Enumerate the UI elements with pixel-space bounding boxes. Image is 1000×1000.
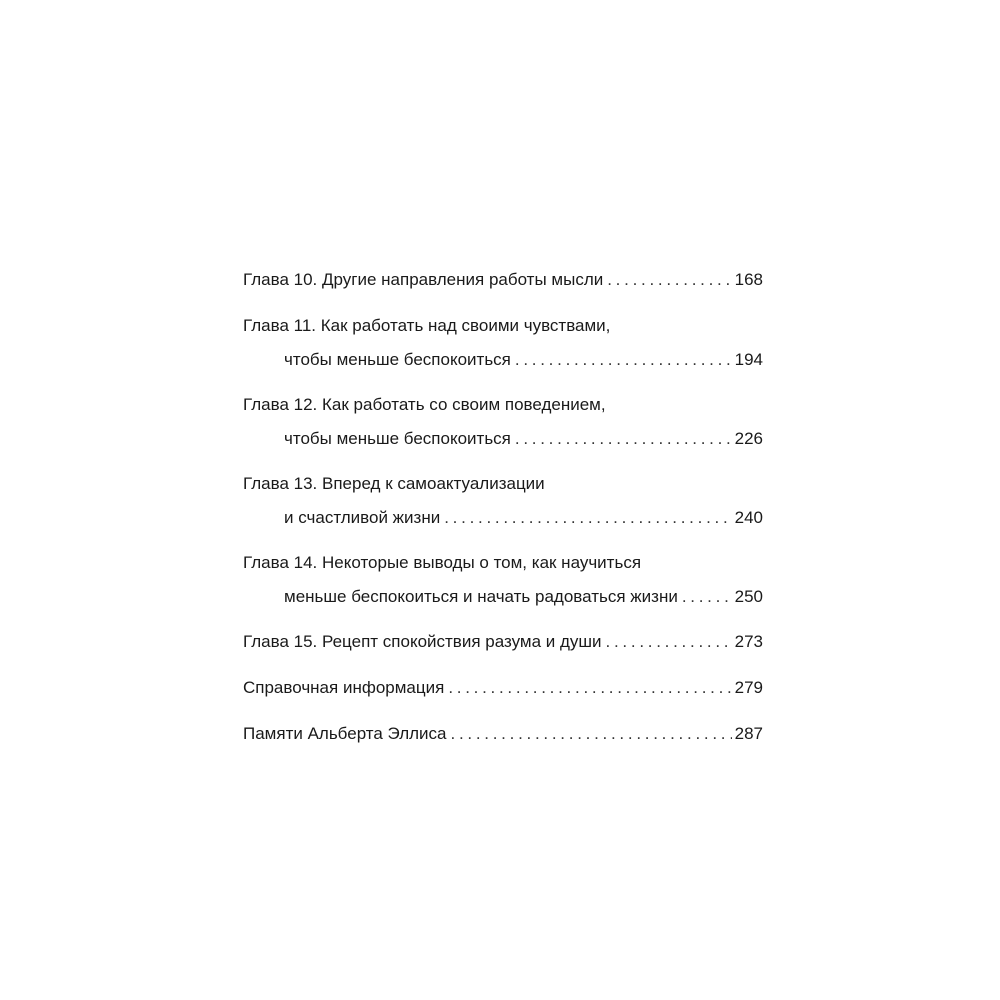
dot-leader — [444, 501, 731, 535]
page-number: 273 — [734, 632, 763, 651]
page-number: 194 — [734, 350, 763, 369]
toc-entry-line — [243, 717, 763, 751]
toc-entry-line — [243, 388, 763, 422]
dot-leader — [451, 717, 732, 751]
chapter-title: Рецепт спокойствия разума и души — [322, 632, 602, 651]
page-number: 226 — [734, 429, 763, 448]
dot-leader — [606, 625, 732, 659]
toc-entry-line-continuation — [243, 580, 763, 614]
dot-leader — [515, 422, 732, 456]
toc-entry-line — [243, 263, 763, 297]
toc-entry-line — [243, 309, 763, 343]
toc-entry-line — [243, 546, 763, 580]
toc-entry-chapter-11[interactable] — [243, 309, 763, 377]
toc-entry-chapter-13[interactable] — [243, 467, 763, 535]
toc-entry-line — [243, 625, 763, 659]
chapter-label: Глава 15. — [243, 632, 318, 651]
dot-leader — [515, 343, 732, 377]
table-of-contents — [243, 263, 763, 763]
chapter-title: Как работать со своим поведением, — [322, 395, 606, 414]
section-title: Справочная информация — [243, 678, 445, 697]
chapter-title-continuation: чтобы меньше беспокоиться — [284, 350, 511, 369]
chapter-label: Глава 14. — [243, 553, 318, 572]
toc-entry-line-continuation — [243, 343, 763, 377]
toc-entry-chapter-12[interactable] — [243, 388, 763, 456]
chapter-label: Глава 12. — [243, 395, 318, 414]
dot-leader — [448, 671, 731, 705]
toc-entry-line — [243, 467, 763, 501]
dot-leader — [682, 580, 732, 614]
toc-entry-chapter-14[interactable] — [243, 546, 763, 614]
toc-entry-chapter-15[interactable] — [243, 625, 763, 659]
chapter-label: Глава 13. — [243, 474, 318, 493]
section-title: Памяти Альберта Эллиса — [243, 724, 447, 743]
page-number: 287 — [734, 724, 763, 743]
chapter-title: Другие направления работы мысли — [322, 270, 604, 289]
chapter-title: Вперед к самоактуализации — [322, 474, 545, 493]
chapter-title-continuation: меньше беспокоиться и начать радоваться жизни — [284, 587, 678, 606]
dot-leader — [607, 263, 731, 297]
chapter-title-continuation: чтобы меньше беспокоиться — [284, 429, 511, 448]
toc-entry-chapter-10[interactable] — [243, 263, 763, 297]
page-number: 168 — [734, 270, 763, 289]
chapter-label: Глава 10. — [243, 270, 318, 289]
chapter-title: Как работать над своими чувствами, — [320, 316, 611, 335]
toc-entry-reference-info[interactable] — [243, 671, 763, 705]
toc-entry-line-continuation — [243, 422, 763, 456]
page-number: 279 — [734, 678, 763, 697]
toc-entry-memoriam[interactable] — [243, 717, 763, 751]
chapter-title-continuation: и счастливой жизни — [284, 508, 441, 527]
toc-entry-line-continuation — [243, 501, 763, 535]
page-number: 250 — [734, 587, 763, 606]
toc-entry-line — [243, 671, 763, 705]
chapter-label: Глава 11. — [243, 316, 317, 335]
chapter-title: Некоторые выводы о том, как научиться — [322, 553, 642, 572]
page-number: 240 — [734, 508, 763, 527]
